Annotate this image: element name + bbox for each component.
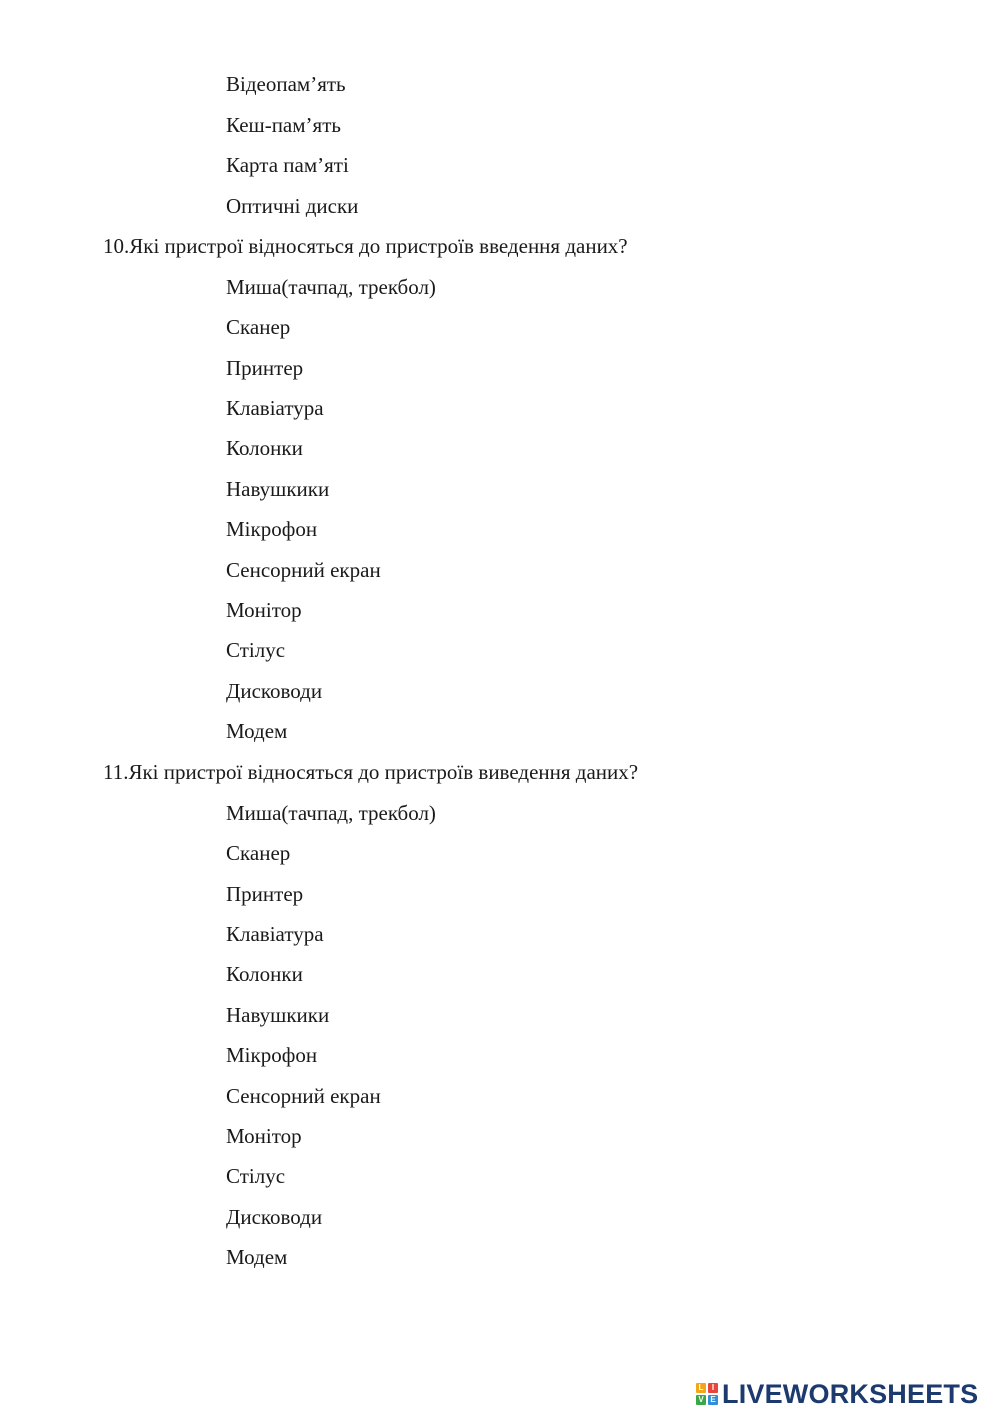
q11-option: Стілус	[226, 1164, 286, 1188]
option-optical-discs: Оптичні диски	[226, 194, 359, 218]
q11-option: Колонки	[226, 962, 303, 986]
logo-cell-i: I	[708, 1383, 718, 1393]
q11-option: Мікрофон	[226, 1043, 318, 1067]
option-cache-memory: Кеш-пам’ять	[226, 113, 341, 137]
q11-option: Сенсорний екран	[226, 1084, 381, 1108]
brand-name: LIVEWORKSHEETS	[722, 1378, 979, 1409]
logo-mark-icon	[696, 1383, 718, 1405]
logo-cell-l: L	[696, 1383, 706, 1393]
q10-option: Принтер	[226, 356, 304, 380]
q10-option: Мікрофон	[226, 517, 318, 541]
q10-option: Монітор	[226, 598, 302, 622]
option-videomemory: Відеопам’ять	[226, 72, 346, 96]
q10-option: Колонки	[226, 436, 303, 460]
q11-option: Сканер	[226, 841, 291, 865]
q11-option: Навушкики	[226, 1003, 330, 1027]
q10-option: Сенсорний екран	[226, 558, 381, 582]
q10-option: Стілус	[226, 638, 286, 662]
q10-option: Навушкики	[226, 477, 330, 501]
q10-option: Миша(тачпад, трекбол)	[226, 275, 436, 299]
q10-option: Дисководи	[226, 679, 323, 703]
option-memory-card: Карта пам’яті	[226, 153, 349, 177]
liveworksheets-logo	[696, 1377, 978, 1411]
q11-option: Дисководи	[226, 1205, 323, 1229]
question-10: 10.Які пристрої відносяться до пристроїв введення даних?	[103, 234, 628, 258]
logo-cell-v: V	[696, 1395, 706, 1405]
q10-option: Модем	[226, 719, 288, 743]
q11-option: Миша(тачпад, трекбол)	[226, 801, 436, 825]
q11-option: Клавіатура	[226, 922, 324, 946]
q10-option: Клавіатура	[226, 396, 324, 420]
q11-option: Модем	[226, 1245, 288, 1269]
question-11: 11.Які пристрої відносяться до пристроїв виведення даних?	[103, 760, 639, 784]
q10-option: Сканер	[226, 315, 291, 339]
logo-cell-e: E	[708, 1395, 718, 1405]
q11-option: Принтер	[226, 882, 304, 906]
q11-option: Монітор	[226, 1124, 302, 1148]
